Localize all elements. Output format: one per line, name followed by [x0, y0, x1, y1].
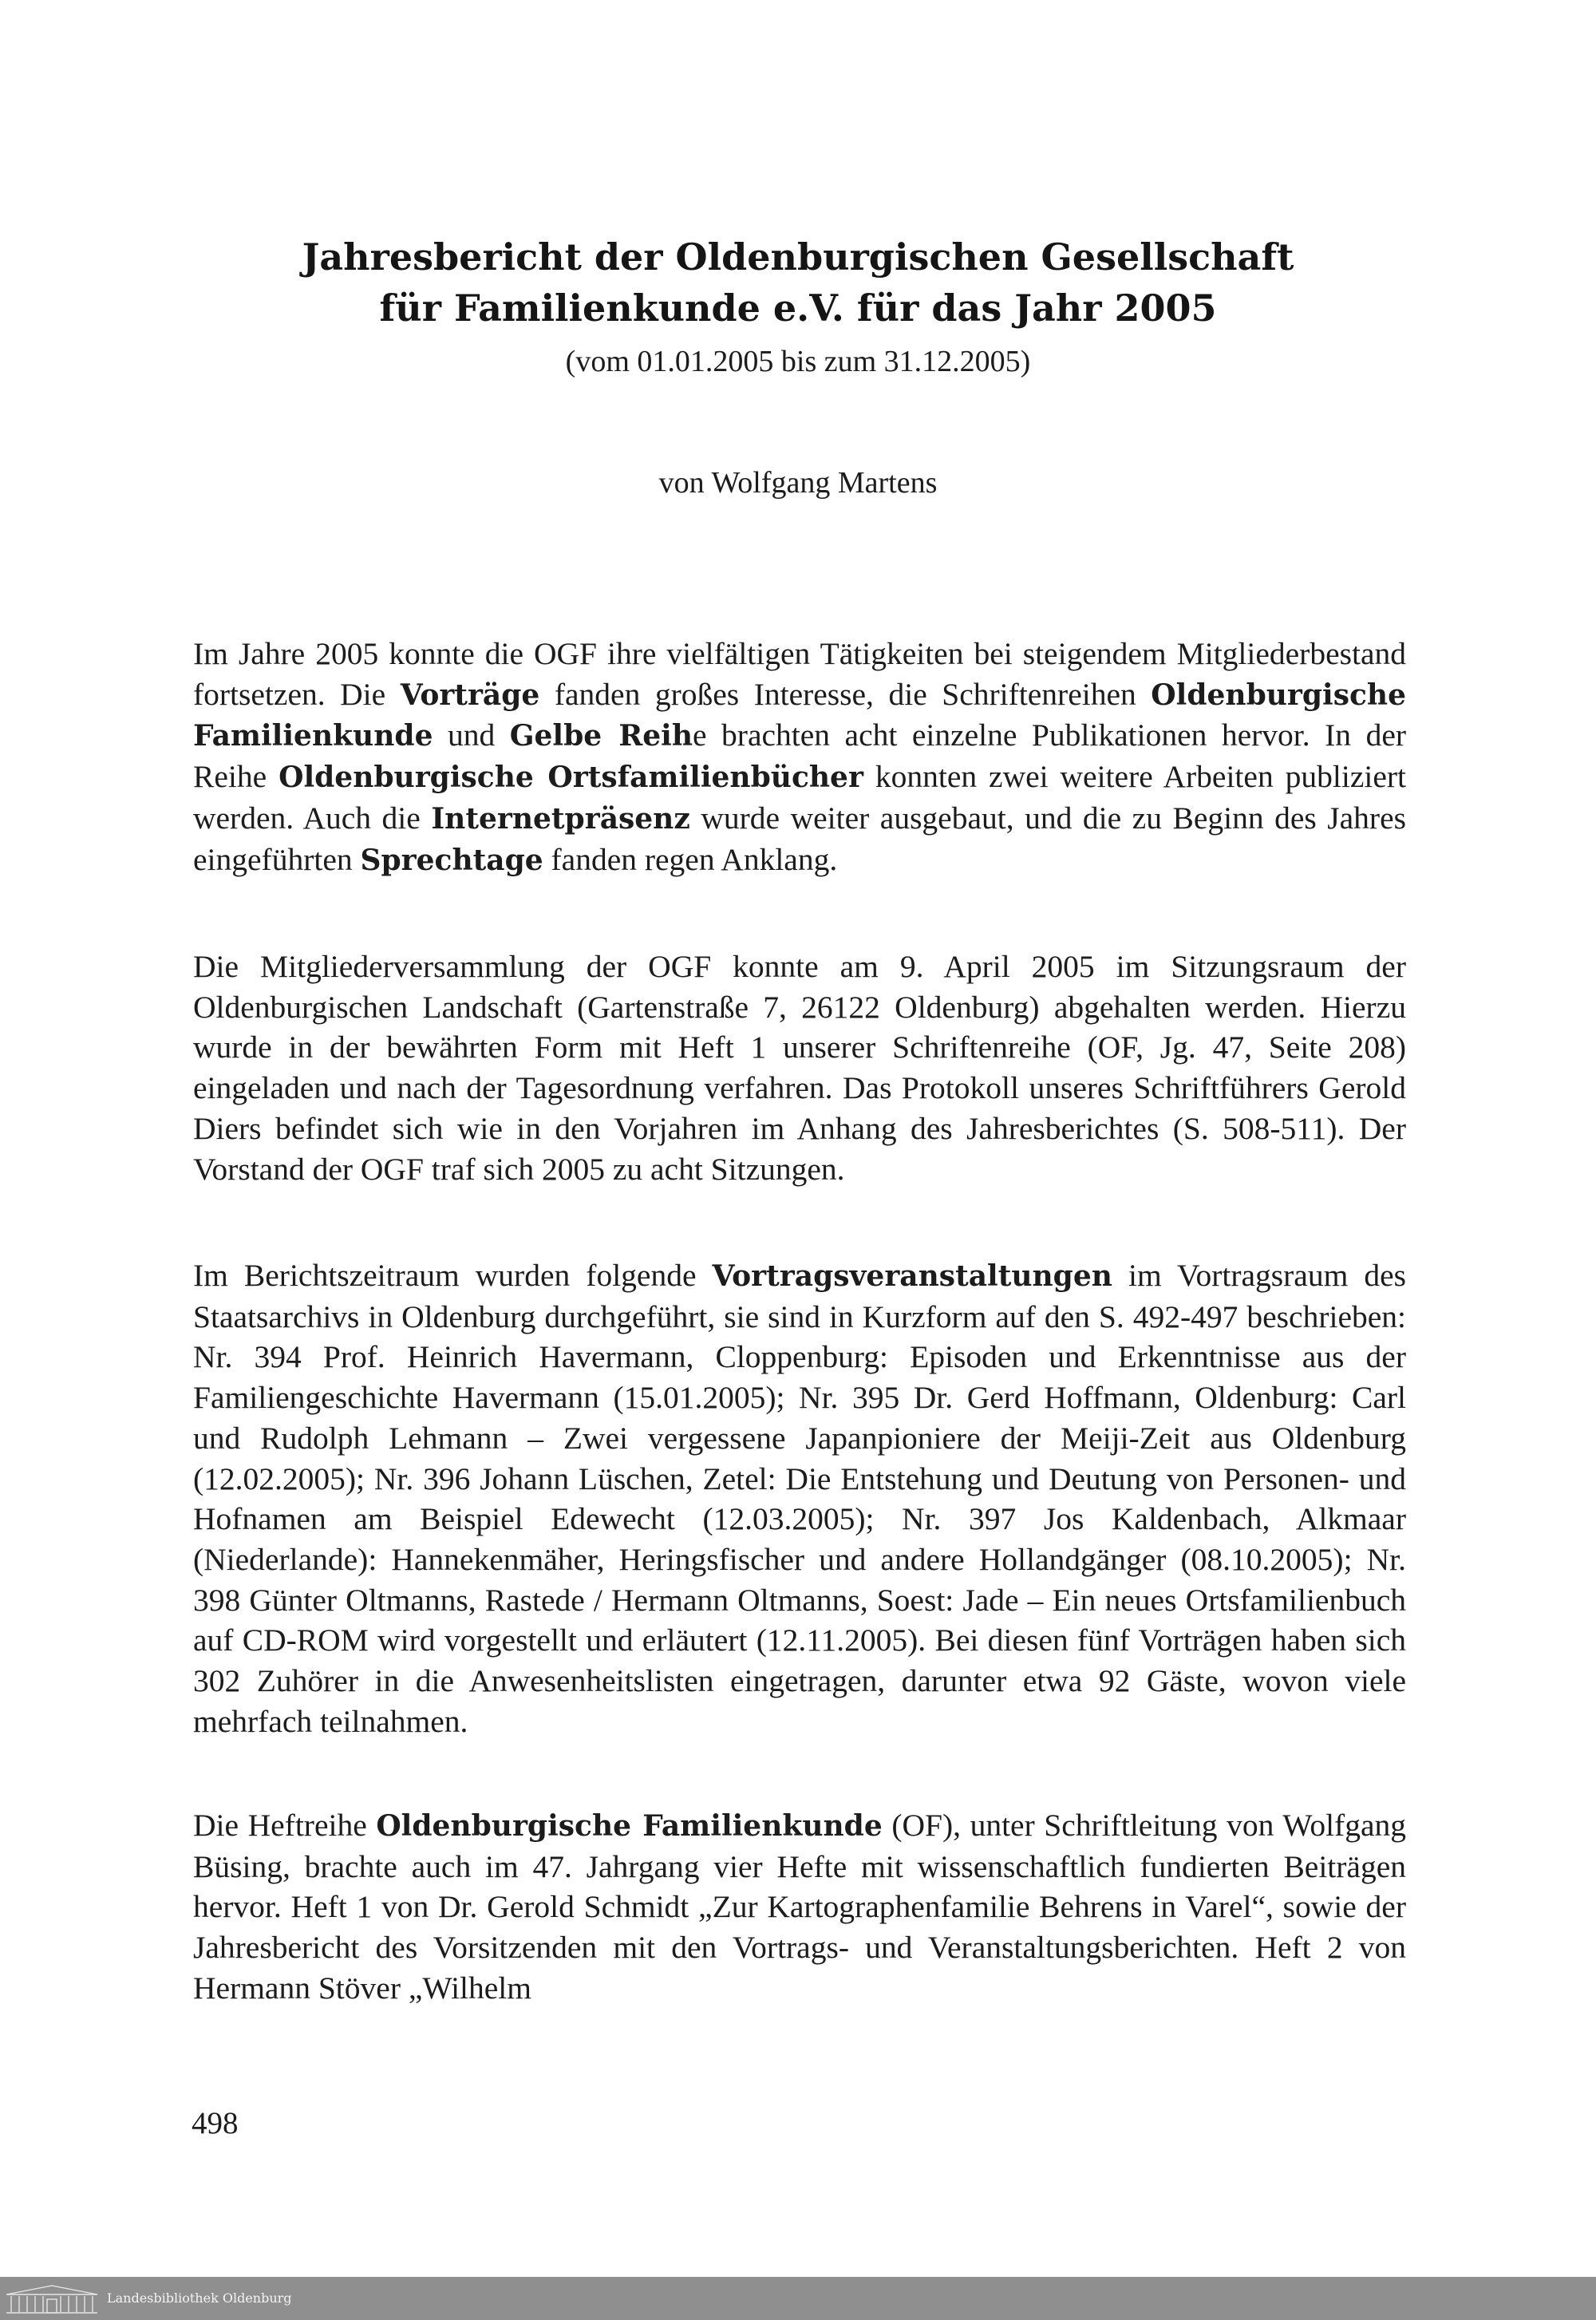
bold-term: Vorträge: [400, 678, 540, 712]
text-run: und: [433, 717, 510, 753]
document-title-line-1: Jahresbericht der Oldenburgischen Gesellschaft: [302, 235, 1294, 279]
text-run: Die Heftreihe: [193, 1808, 377, 1843]
text-run: Im Berichtszeitraum wurden folgende: [193, 1258, 713, 1293]
text-run: e brachten acht einzelne Publikationen hervor. In der Reihe: [193, 717, 1407, 795]
paragraph-intro: [193, 634, 1406, 880]
author-line: von Wolfgang Martens: [658, 466, 938, 500]
text-run: Im Jahre 2005 konnte die OGF ihre vielfältigen Tätigkeiten bei steigendem Mitgliederbestand fortsetzen. Die: [193, 636, 1406, 712]
bold-term: Gelbe Reih: [509, 719, 693, 753]
date-range: (vom 01.01.2005 bis zum 31.12.2005): [565, 345, 1031, 378]
text-run: wurde weiter ausgebaut, und die zu Beginn des Jahres eingeführten: [193, 800, 1406, 877]
text-run: fanden großes Interesse, die Schriftenreihen: [539, 676, 1152, 712]
text-run: im Vortragsraum des Staatsarchivs in Oldenburg durchgeführt, sie sind in Kurzform auf den S. 492-497 beschrieben: Nr. 394 Prof. Heinrich Havermann, Cloppenburg: Episoden und Erkenntnisse aus der Familiengeschichte Havermann (15.01.2005); Nr. 395 Dr. Gerd Hoffmann, Oldenburg: Carl und Rudolph Lehmann – Zwei vergessene Japanpioniere der Meiji-Zeit aus Oldenburg (12.02.2005); Nr. 396 Johann Lüschen, Zetel: Die Entstehung und Deutung von Personen- und Hofnamen am Beispiel Edewecht (12.03.2005); Nr. 397 Jos Kaldenbach, Alkmaar (Niederlande): Hannekenmäher, Heringsfischer und andere Hollandgänger (08.10.2005); Nr. 398 Günter Oltmanns, Rastede / Hermann Oltmanns, Soest: Jade – Ein neues Ortsfamilienbuch auf CD-ROM wird vorgestellt und erläutert (12.11.2005). Bei diesen fünf Vorträgen haben sich 302 Zuhörer in die Anwesenheitslisten eingetragen, darunter etwa 92 Gäste, wovon viele mehrfach teilnahmen.: [193, 1258, 1407, 1739]
library-footer-bar: [0, 2277, 1596, 2320]
text-run: konnten zwei weitere Arbeiten publiziert werden. Auch die: [193, 759, 1406, 836]
page-number: 498: [192, 2106, 239, 2140]
bold-term: Internetpräsenz: [431, 801, 690, 836]
paragraph-publications: [193, 1805, 1406, 2009]
bold-term: Vortragsveranstaltungen: [712, 1259, 1112, 1293]
paragraph-general-meeting: Die Mitgliederversammlung der OGF konnte am 9. April 2005 im Sitzungsraum der Oldenburgischen Landschaft (Gartenstraße 7, 26122 Oldenburg) abgehalten werden. Hierzu wurde in der bewährten Form mit Heft 1 unserer Schriftenreihe (OF, Jg. 47, Seite 208) eingeladen und nach der Tagesordnung verfahren. Das Protokoll unseres Schriftführers Gerold Diers befindet sich wie in den Vorjahren im Anhang des Jahresberichtes (S. 508-511). Der Vorstand der OGF traf sich 2005 zu acht Sitzungen.: [193, 949, 1406, 1187]
document-title-line-2: für Familienkunde e.V. für das Jahr 2005: [379, 287, 1217, 330]
text-run: fanden regen Anklang.: [543, 841, 838, 877]
bold-term: Sprechtage: [360, 843, 543, 877]
library-building-icon: [5, 2283, 99, 2315]
library-name: Landesbibliothek Oldenburg: [107, 2290, 292, 2306]
text-run: (OF), unter Schriftleitung von Wolfgang Büsing, brachte auch im 47. Jahrgang vier Hefte mit wissenschaftlich fundierten Beiträgen hervor. Heft 1 von Dr. Gerold Schmidt „Zur Kartographenfamilie Behrens in Varel“, sowie der Jahresbericht des Vorsitzenden mit den Vortrags- und Veranstaltungsberichten. Heft 2 von Hermann Stöver „Wilhelm: [193, 1808, 1406, 2006]
paragraph-lectures: [193, 1255, 1406, 1741]
bold-term: Oldenburgische Familienkunde: [376, 1809, 883, 1843]
bold-term: Oldenburgische Familienkunde: [193, 678, 1406, 753]
bold-term: Oldenburgische Ortsfamilienbücher: [279, 761, 863, 795]
